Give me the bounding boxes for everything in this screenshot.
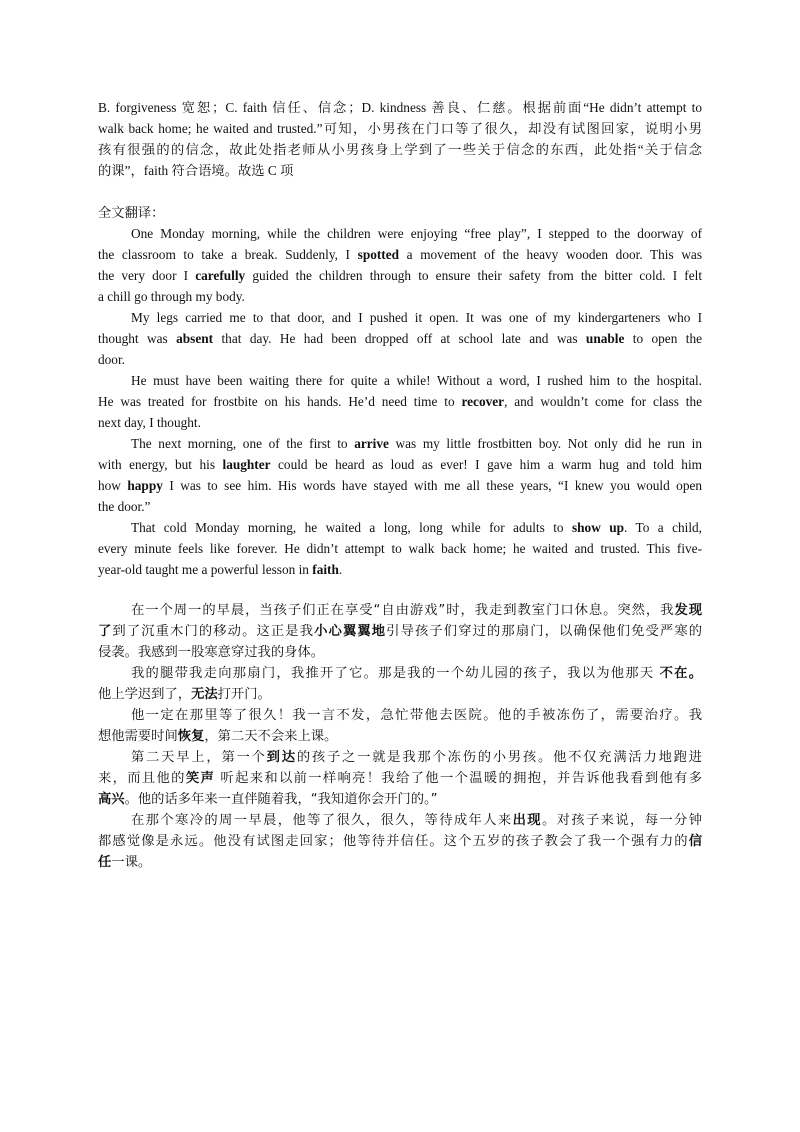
keyword-huifu: 恢复 bbox=[177, 729, 205, 744]
analysis-line-1: B. forgiveness 宽恕；C. faith 信任、信念；D. kindness 善良、仁慈。根据前面“He didn’t attempt to bbox=[98, 100, 702, 115]
keyword-faxian: 发现 bbox=[674, 603, 702, 618]
text-run: . bbox=[338, 562, 343, 577]
text-run: That cold Monday morning, he waited a long, long while for adults to bbox=[131, 520, 564, 535]
text-run: 在一个周一的早晨，当孩子们正在享受“自由游戏”时，我走到教室门口休息。突然，我 bbox=[131, 603, 675, 618]
zh-p3-line-2 bbox=[98, 726, 702, 747]
en-p1-line-2 bbox=[98, 244, 702, 265]
zh-p4-line-2 bbox=[98, 768, 702, 789]
text-run: the very door I bbox=[98, 268, 189, 283]
keyword-ren: 任 bbox=[98, 855, 112, 870]
text-run: year-old taught me a powerful lesson in bbox=[98, 562, 309, 577]
text-run: could be heard as loud as ever! I gave him a warm hug and told him bbox=[278, 457, 702, 472]
zh-p2-line-1 bbox=[98, 663, 702, 684]
text-run: 我的腿带我走向那扇门，我推开了它。那是我的一个幼儿园的孩子，我以为他那天 bbox=[131, 666, 655, 681]
keyword-laughter: laughter bbox=[222, 457, 271, 472]
en-p2-line-3: door. bbox=[98, 352, 125, 367]
text-run: ，第二天不会来上课。 bbox=[204, 729, 338, 744]
keyword-daoda: 到达 bbox=[266, 750, 297, 765]
analysis-line-2: walk back home; he waited and trusted.”可知，小男孩在门口等了很久，却没有试图回家，说明小男 bbox=[98, 121, 702, 136]
text-run: 。他的话多年来一直伴随着我，“我知道你会开门的。” bbox=[124, 792, 438, 807]
en-p4-line-1 bbox=[98, 433, 702, 454]
zh-p4-line-3 bbox=[98, 789, 702, 810]
keyword-chuxian: 出现 bbox=[512, 813, 542, 828]
zh-p1-line-2 bbox=[98, 621, 702, 642]
keyword-le: 了 bbox=[98, 624, 113, 639]
text-run: The next morning, one of the first to bbox=[131, 436, 348, 451]
en-p1-line-3 bbox=[98, 265, 702, 286]
text-run: how bbox=[98, 478, 121, 493]
text-run: He was treated for frostbite on his hands. He’d need time to bbox=[98, 394, 455, 409]
keyword-recover: recover bbox=[461, 394, 505, 409]
keyword-xiaosheng: 笑声 bbox=[185, 771, 216, 786]
keyword-happy: happy bbox=[127, 478, 163, 493]
en-p4-line-4: the door.” bbox=[98, 499, 151, 514]
text-run: 到了沉重木门的移动。这正是我 bbox=[112, 624, 315, 639]
zh-p3-line-1: 他一定在那里等了很久！我一言不发，急忙带他去医院。他的手被冻伤了，需要治疗。我 bbox=[131, 708, 702, 723]
en-p2-line-1: My legs carried me to that door, and I pushed it open. It was one of my kindergarteners who I bbox=[131, 310, 702, 325]
zh-p1-line-1 bbox=[98, 600, 702, 621]
keyword-arrive: arrive bbox=[354, 436, 389, 451]
zh-p2-line-2 bbox=[98, 684, 702, 705]
chinese-passage bbox=[98, 600, 702, 873]
en-p3-line-1: He must have been waiting there for quite a while! Without a word, I rushed him to the hospital. bbox=[131, 373, 702, 388]
en-p1-line-1: One Monday morning, while the children were enjoying “free play”, I stepped to the doorway of bbox=[131, 226, 702, 241]
en-p5-line-2: every minute feels like forever. He didn’t attempt to walk back home; he waited and trusted. This five- bbox=[98, 541, 702, 556]
keyword-wufa: 无法 bbox=[191, 687, 218, 702]
text-run: was my little frostbitten boy. Not only did he run in bbox=[395, 436, 703, 451]
text-run: the classroom to take a break. Suddenly, I bbox=[98, 247, 350, 262]
en-p4-line-3 bbox=[98, 475, 702, 496]
text-run: thought was bbox=[98, 331, 168, 346]
text-run: 。对孩子来说，每一分钟 bbox=[541, 813, 703, 828]
text-run: guided the children through to ensure their safety from the bitter cold. I felt bbox=[252, 268, 703, 283]
translation-heading bbox=[98, 202, 702, 223]
text-run: 一课。 bbox=[111, 855, 152, 870]
keyword-show-up: show up bbox=[571, 520, 625, 535]
text-run: 听起来和以前一样响亮！我给了他一个温暖的拥抱，并告诉他我看到他有多 bbox=[219, 771, 703, 786]
analysis-line-3: 孩有很强的的信念，故此处指老师从小男孩身上学到了一些关于信念的东西，此处指“关于信念 bbox=[98, 142, 702, 157]
text-run: 都感觉像是永远。他没有试图走回家；他等待并信任。这个五岁的孩子教会了我一个强有力的 bbox=[98, 834, 689, 849]
text-run: 想他需要时间 bbox=[98, 729, 178, 744]
en-p3-line-2 bbox=[98, 391, 702, 412]
keyword-carefully: carefully bbox=[195, 268, 246, 283]
text-run: I was to see him. His words have stayed with me all these years, “I knew you would open bbox=[169, 478, 703, 493]
keyword-unable: unable bbox=[585, 331, 625, 346]
analysis-line-4: 的课”，faith 符合语境。故选 C 项 bbox=[98, 163, 294, 178]
text-run: 第二天早上，第一个 bbox=[131, 750, 267, 765]
text-run: 在那个寒冷的周一早晨，他等了很久，很久，等待成年人来 bbox=[131, 813, 513, 828]
text-run: 引导孩子们穿过的那扇门，以确保他们免受严寒的 bbox=[386, 624, 703, 639]
translation-heading-text: 全文翻译： bbox=[98, 205, 165, 220]
english-passage bbox=[98, 223, 702, 580]
text-run: 打开门。 bbox=[217, 687, 271, 702]
keyword-buzai: 不在。 bbox=[658, 666, 703, 681]
keyword-xiaoxin: 小心翼翼地 bbox=[314, 624, 387, 639]
en-p5-line-1 bbox=[98, 517, 702, 538]
en-p4-line-2 bbox=[98, 454, 702, 475]
zh-p1-line-3: 侵袭。我感到一股寒意穿过我的身体。 bbox=[98, 645, 325, 660]
keyword-xin: 信 bbox=[688, 834, 702, 849]
zh-p4-line-1 bbox=[98, 747, 702, 768]
answer-analysis bbox=[98, 97, 702, 181]
text-run: 他上学迟到了， bbox=[98, 687, 192, 702]
zh-p5-line-2 bbox=[98, 831, 702, 852]
keyword-absent: absent bbox=[176, 331, 214, 346]
keyword-gaoxing: 高兴 bbox=[98, 792, 125, 807]
text-run: , and wouldn’t come for class the bbox=[504, 394, 702, 409]
zh-p5-line-1 bbox=[98, 810, 702, 831]
keyword-faith: faith bbox=[312, 562, 339, 577]
en-p2-line-2 bbox=[98, 328, 702, 349]
text-run: 来，而且他的 bbox=[98, 771, 186, 786]
text-run: a movement of the heavy wooden door. This was bbox=[406, 247, 702, 262]
en-p1-line-4: a chill go through my body. bbox=[98, 289, 245, 304]
en-p5-line-3 bbox=[98, 559, 702, 580]
text-run: with energy, but his bbox=[98, 457, 216, 472]
zh-p5-line-3 bbox=[98, 852, 702, 873]
text-run: . To a child, bbox=[624, 520, 702, 535]
text-run: that day. He had been dropped off at school late and was bbox=[221, 331, 578, 346]
keyword-spotted: spotted bbox=[357, 247, 400, 262]
text-run: 的孩子之一就是我那个冻伤的小男孩。他不仅充满活力地跑进 bbox=[296, 750, 703, 765]
text-run: to open the bbox=[632, 331, 703, 346]
en-p3-line-3: next day, I thought. bbox=[98, 415, 201, 430]
